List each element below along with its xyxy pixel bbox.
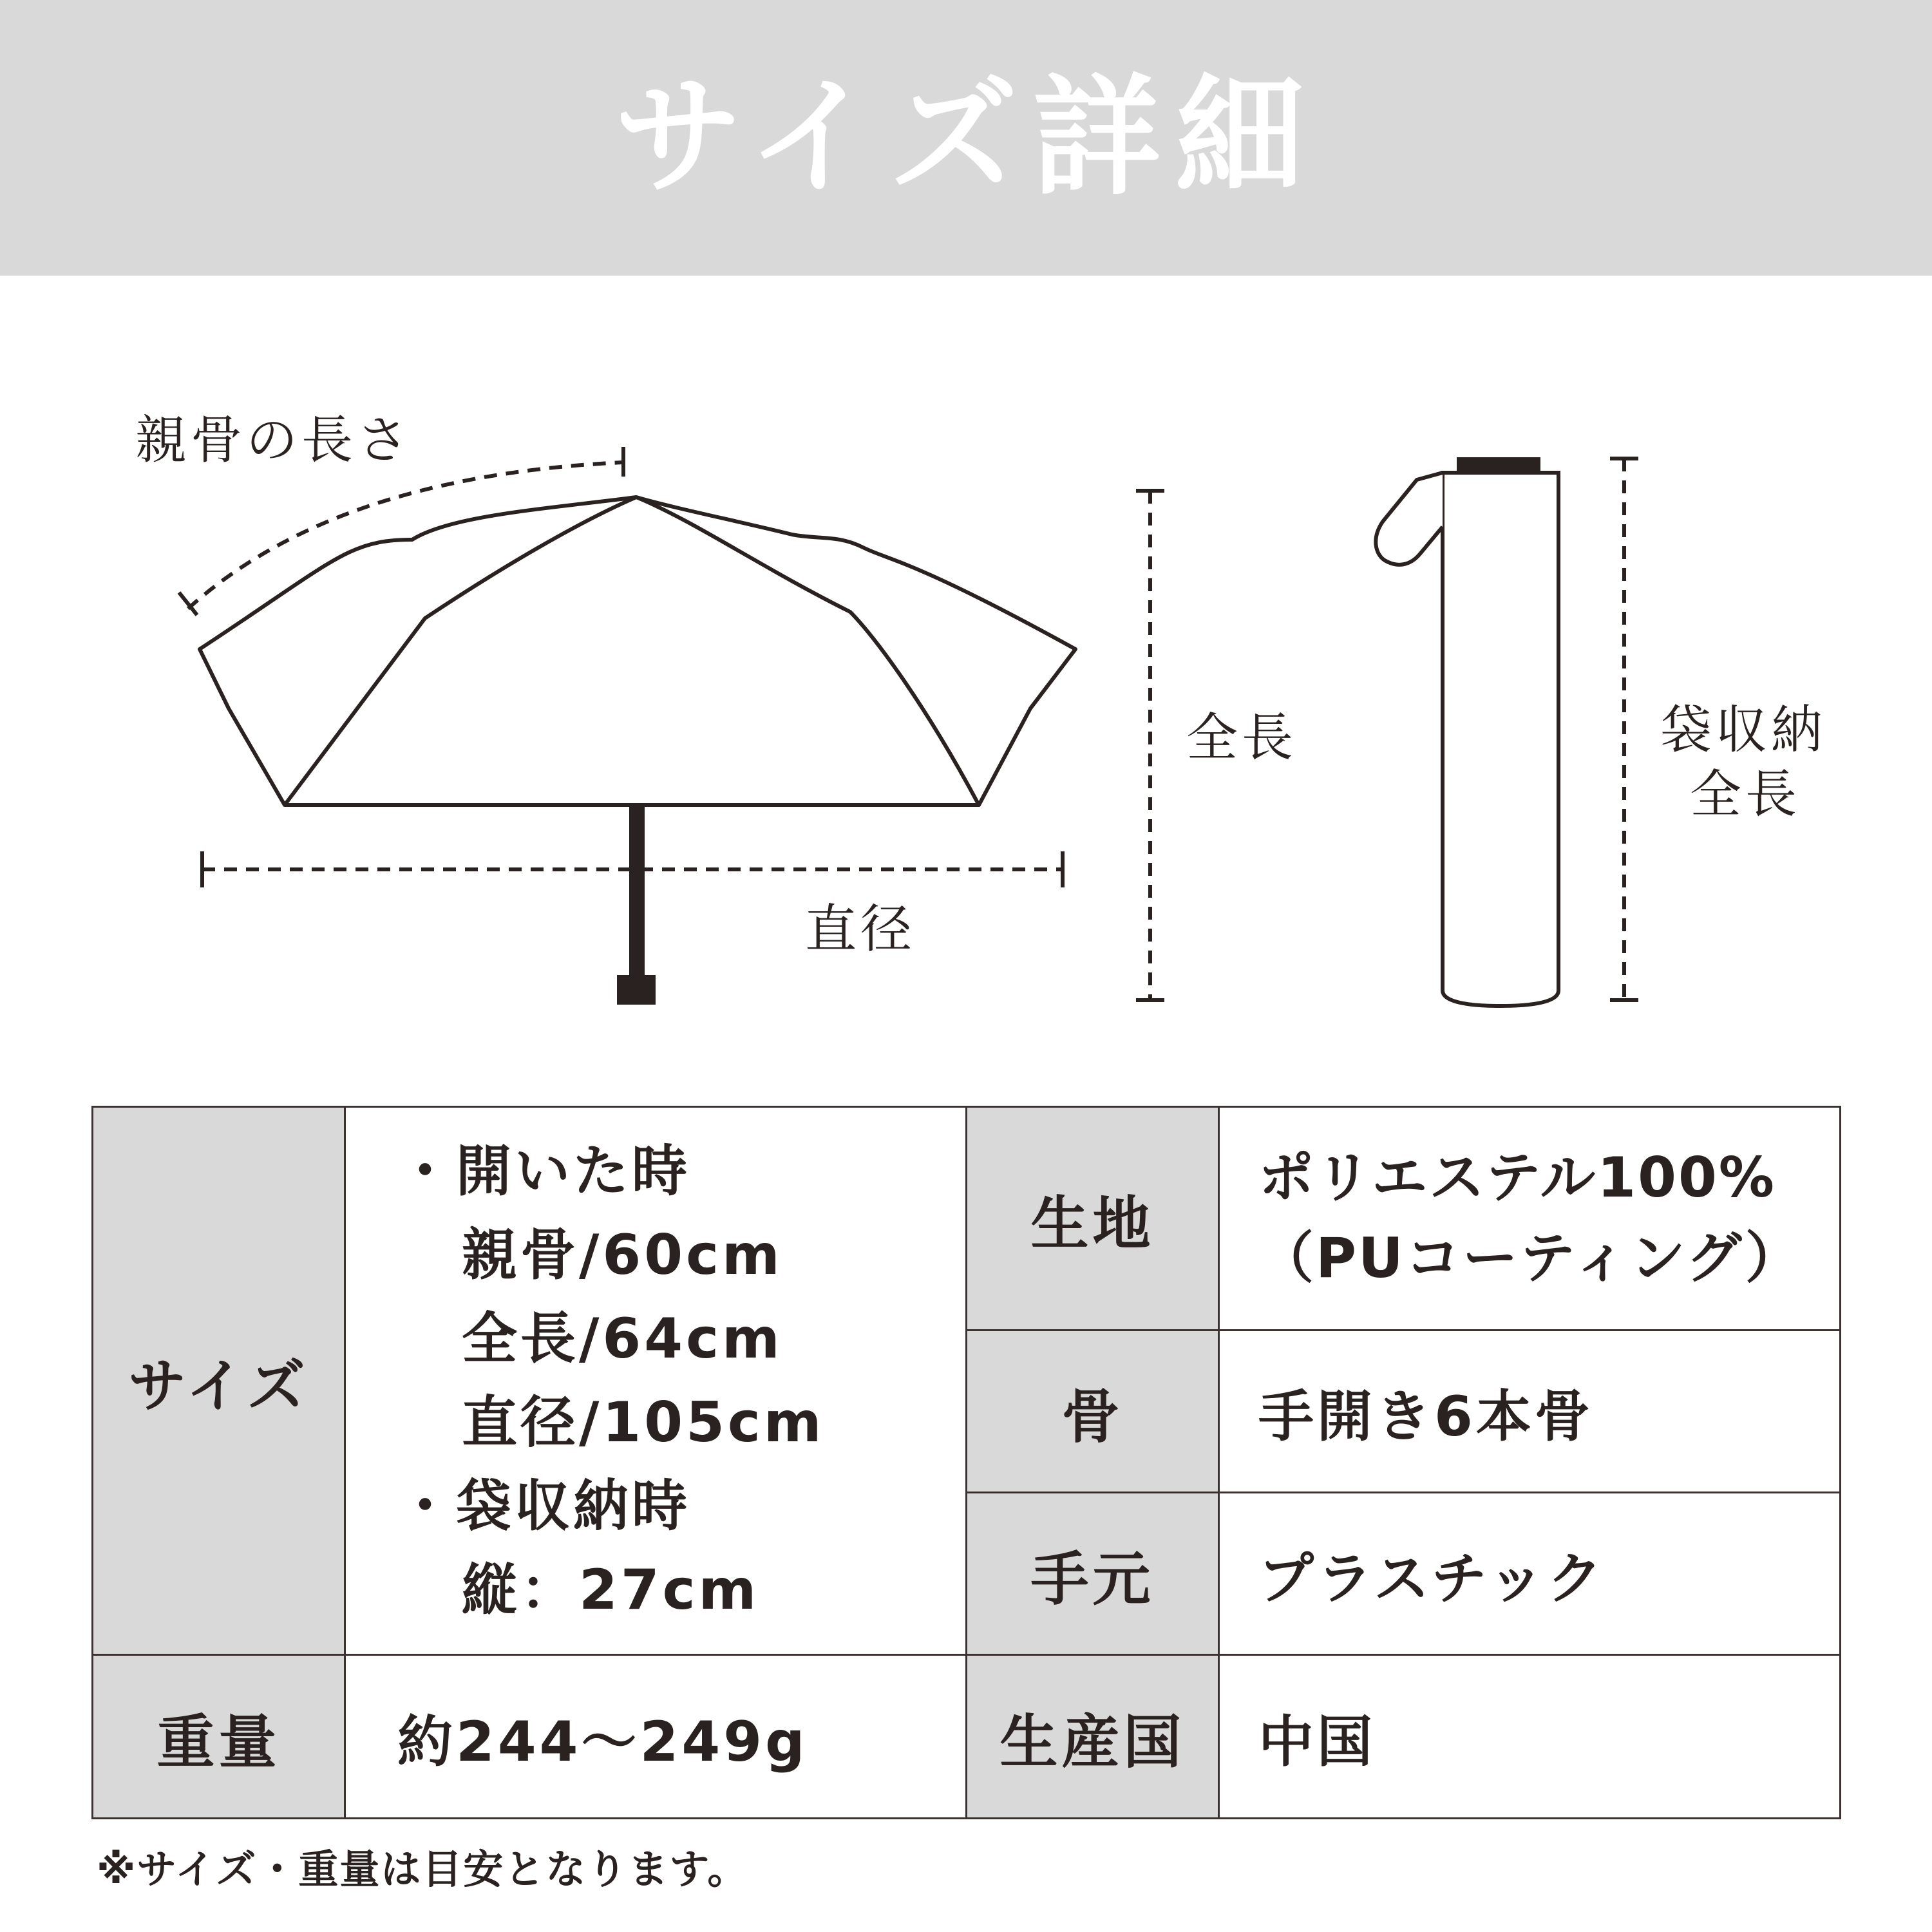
handle-header <box>967 1493 1219 1655</box>
handle-value: プラスチック <box>1219 1493 1841 1655</box>
diameter-label: 直径 <box>805 899 916 959</box>
weight-value: 約244〜249g <box>345 1655 967 1819</box>
footnote: ※サイズ・重量は目安となります。 <box>97 1846 749 1893</box>
material-value <box>1219 1107 1841 1331</box>
ribs-header-label: 骨 <box>1061 1383 1124 1451</box>
material-line-1: ポリエステル100% <box>1258 1146 1776 1210</box>
spec-row-weight-origin <box>93 1655 1841 1819</box>
size-header <box>93 1107 345 1655</box>
folded-umbrella-body <box>1443 473 1558 1006</box>
spec-row-material <box>93 1107 1841 1331</box>
ribs-header <box>967 1331 1219 1493</box>
umbrella-shaft <box>629 806 645 975</box>
size-line-stored-length: 縦：27cm <box>462 1558 760 1622</box>
material-header-label: 生地 <box>1030 1190 1155 1258</box>
diagram-graphic <box>0 276 1932 1100</box>
umbrella-canopy-outline <box>200 497 1075 805</box>
origin-header-label: 生産国 <box>999 1708 1186 1776</box>
spec-table <box>91 1106 1841 1819</box>
size-value <box>345 1107 967 1655</box>
size-header-label: サイズ <box>128 1352 309 1420</box>
folded-umbrella-cap <box>1457 457 1540 471</box>
umbrella-size-diagram <box>0 276 1932 1100</box>
stored-length-label-line2: 全長 <box>1690 764 1801 824</box>
size-line-stored: ・袋収納時 <box>397 1474 690 1539</box>
umbrella-left-rib <box>285 497 636 805</box>
size-line-rib: 親骨/60cm <box>462 1223 783 1287</box>
umbrella-right-rib <box>636 497 979 805</box>
page-title: サイズ詳細 <box>613 62 1318 213</box>
umbrella-handle <box>617 975 656 1005</box>
ribs-value: 手開き6本骨 <box>1219 1331 1841 1493</box>
total-length-label: 全長 <box>1186 708 1297 768</box>
size-line-open: ・開いた時 <box>397 1139 690 1204</box>
weight-header <box>93 1655 345 1819</box>
weight-header-label: 重量 <box>156 1708 281 1776</box>
rib-length-label: 親骨の長さ <box>135 410 412 470</box>
size-line-diameter: 直径/105cm <box>462 1390 825 1455</box>
origin-value: 中国 <box>1219 1655 1841 1819</box>
handle-header-label: 手元 <box>1030 1545 1155 1613</box>
header-banner <box>0 0 1932 276</box>
material-line-2: （PUコーティング） <box>1258 1226 1803 1291</box>
size-line-total-length: 全長/64cm <box>462 1307 783 1371</box>
material-header <box>967 1107 1219 1331</box>
stored-length-label-line1: 袋収納 <box>1660 700 1826 760</box>
folded-umbrella-strap <box>1376 473 1443 565</box>
origin-header <box>967 1655 1219 1819</box>
